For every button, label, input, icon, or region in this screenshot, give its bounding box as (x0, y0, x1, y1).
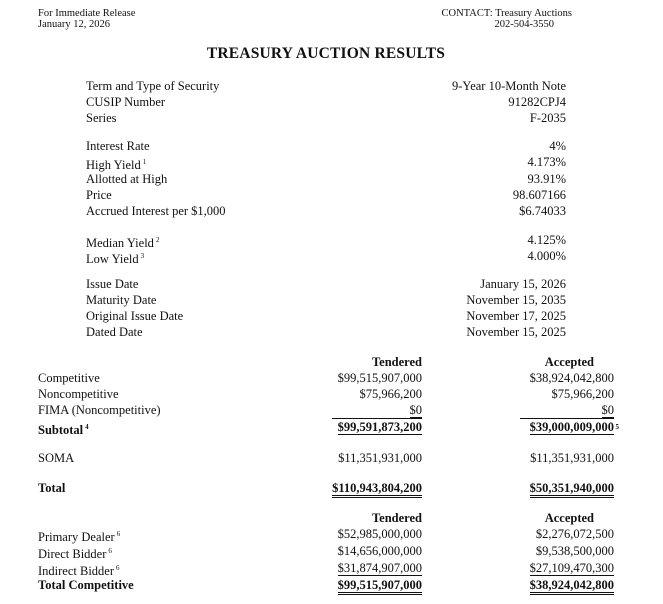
footnote-marker: 2 (155, 236, 160, 244)
median-yield-value: 4.125% (527, 233, 566, 247)
row-noncompetitive-tendered: $75,966,200 (359, 387, 422, 401)
row-subtotal-accepted-text: $39,000,009,000 (529, 420, 614, 434)
row-fima-accepted (470, 402, 614, 418)
row-total-competitive-label: Total Competitive (38, 578, 134, 592)
maturity-date-label: Maturity Date (86, 293, 157, 307)
release-notice: For Immediate Release (38, 8, 136, 19)
interest-rate-label (86, 138, 150, 154)
row-competitive-accepted: $38,924,042,800 (529, 371, 614, 385)
col-tendered-header: Tendered (371, 355, 422, 369)
row-subtotal-accepted (470, 419, 619, 435)
contact-phone: 202-504-3550 (494, 19, 554, 30)
row-subtotal-tendered (300, 419, 422, 435)
row-fima-tendered (300, 402, 422, 418)
row-fima-label: FIMA (Noncompetitive) (38, 403, 161, 417)
row-total-accepted (470, 480, 614, 496)
high-yield-value: 4.173% (527, 155, 566, 169)
footnote-marker: 6 (108, 547, 112, 555)
footnote-marker: 1 (142, 158, 147, 166)
row-total-label: Total (38, 481, 66, 495)
footnote-marker: 6 (116, 530, 121, 538)
row-total-accepted-text: $50,351,940,000 (530, 481, 614, 498)
interest-rate-label-text: Interest Rate (86, 139, 150, 153)
row-competitive-label: Competitive (38, 371, 100, 385)
term-value: 9-Year 10-Month Note (452, 79, 566, 93)
row-soma-tendered: $11,351,931,000 (338, 451, 422, 465)
original-issue-date-label: Original Issue Date (86, 309, 184, 323)
price-value: 98.607166 (512, 188, 566, 202)
row-total-competitive-tendered (300, 577, 422, 593)
row-competitive-tendered: $99,515,907,000 (337, 371, 422, 385)
row-soma-accepted: $11,351,931,000 (530, 451, 614, 465)
footnote-marker: 5 (615, 423, 619, 431)
release-date: January 12, 2026 (38, 19, 111, 30)
row-fima-tendered-text: $0 (409, 403, 422, 417)
allotted-label: Allotted at High (86, 172, 168, 186)
row-soma-label: SOMA (38, 451, 75, 465)
row-indirect-bidder-label-text: Indirect Bidder (38, 564, 115, 578)
allotted-value: 93.91% (527, 172, 566, 186)
contact-line: CONTACT: Treasury Auctions (441, 8, 572, 19)
row-indirect-bidder-accepted-text: $27,109,470,300 (529, 561, 614, 575)
row-primary-dealer-label-text: Primary Dealer (38, 530, 115, 544)
row-indirect-bidder-tendered (300, 560, 422, 576)
footnote-marker: 4 (85, 423, 89, 431)
original-issue-date-value: November 17, 2025 (466, 309, 566, 323)
series-label: Series (86, 111, 117, 125)
col-accepted-header-2: Accepted (544, 511, 594, 525)
dated-date-label: Dated Date (86, 325, 143, 339)
cusip-label: CUSIP Number (86, 95, 166, 109)
col-tendered-header-2: Tendered (371, 511, 422, 525)
row-noncompetitive-accepted: $75,966,200 (551, 387, 614, 401)
row-subtotal-label (38, 419, 89, 438)
accrued-interest-label: Accrued Interest per $1,000 (86, 204, 226, 218)
row-subtotal-label-text: Subtotal (38, 423, 84, 437)
footnote-marker: 6 (116, 564, 120, 572)
cusip-value: 91282CPJ4 (508, 95, 566, 109)
median-yield-label-text: Median Yield (86, 236, 154, 250)
low-yield-label-text: Low Yield (86, 252, 139, 266)
price-label: Price (86, 188, 112, 202)
row-primary-dealer-tendered: $52,985,000,000 (337, 527, 422, 541)
row-total-tendered-text: $110,943,804,200 (332, 481, 422, 498)
term-label: Term and Type of Security (86, 79, 220, 93)
row-fima-accepted-text: $0 (601, 403, 614, 417)
row-total-tendered (300, 480, 422, 496)
row-direct-bidder-accepted: $9,538,500,000 (535, 544, 614, 558)
row-primary-dealer-accepted: $2,276,072,500 (535, 527, 614, 541)
row-total-competitive-accepted (470, 577, 614, 593)
series-value: F-2035 (529, 111, 566, 125)
interest-rate-value: 4% (549, 139, 566, 153)
issue-date-label: Issue Date (86, 277, 139, 291)
dated-date-value: November 15, 2025 (466, 325, 566, 339)
low-yield-value: 4.000% (527, 249, 566, 263)
low-yield-label (86, 248, 144, 267)
maturity-date-value: November 15, 2035 (466, 293, 566, 307)
row-subtotal-tendered-text: $99,591,873,200 (337, 420, 422, 434)
row-direct-bidder-tendered: $14,656,000,000 (337, 544, 422, 558)
row-total-competitive-tendered-text: $99,515,907,000 (338, 578, 422, 595)
accrued-interest-value: $6.74033 (519, 204, 566, 218)
row-direct-bidder-label-text: Direct Bidder (38, 547, 107, 561)
row-indirect-bidder-tendered-text: $31,874,907,000 (337, 561, 422, 575)
issue-date-value: January 15, 2026 (480, 277, 566, 291)
col-accepted-header: Accepted (544, 355, 594, 369)
row-noncompetitive-label: Noncompetitive (38, 387, 119, 401)
footnote-marker: 3 (140, 252, 145, 260)
row-total-competitive-accepted-text: $38,924,042,800 (530, 578, 614, 595)
high-yield-label-text: High Yield (86, 158, 141, 172)
row-indirect-bidder-accepted (470, 560, 614, 576)
page-title: TREASURY AUCTION RESULTS (206, 45, 446, 62)
